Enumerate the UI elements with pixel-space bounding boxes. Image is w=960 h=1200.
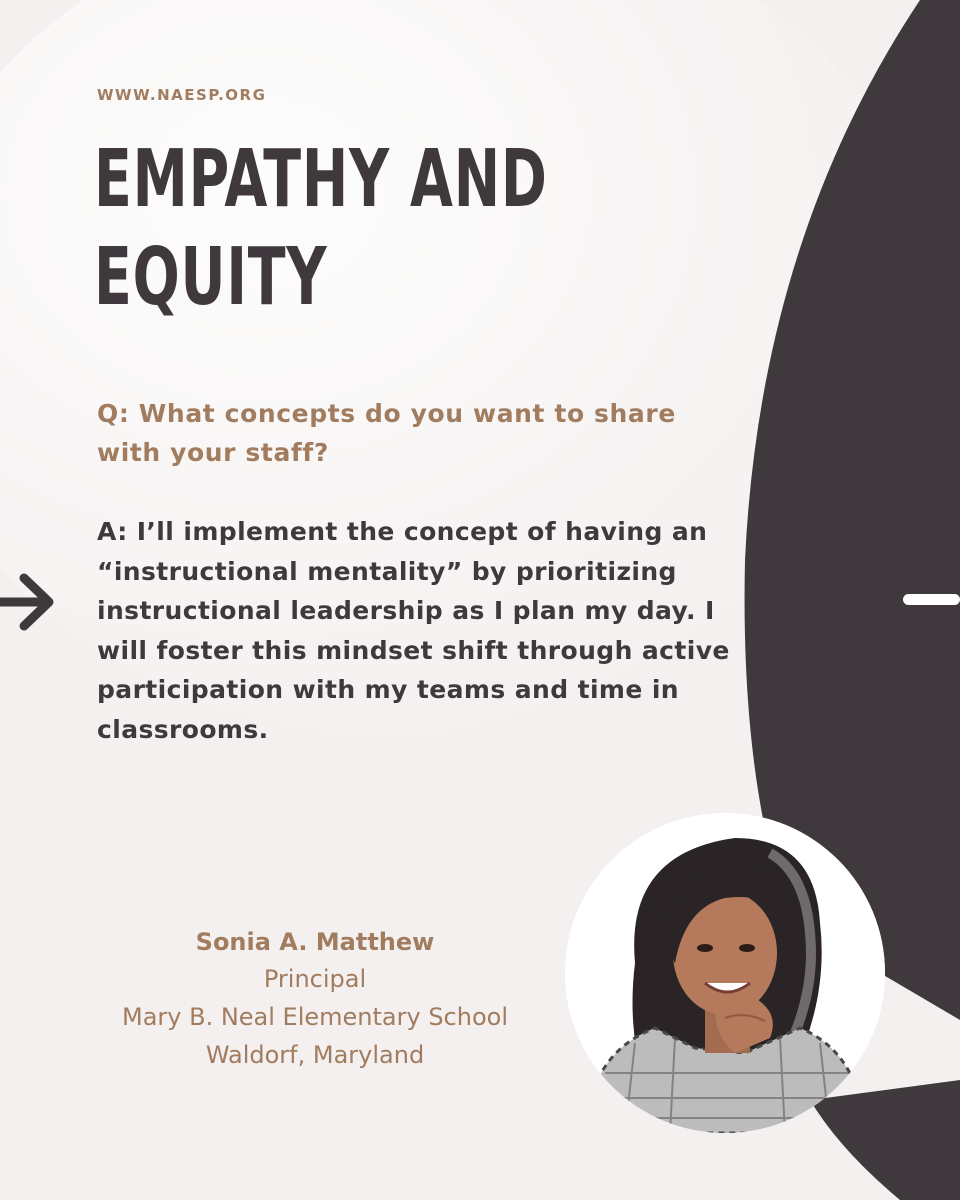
person-location: Waldorf, Maryland [205, 1041, 425, 1069]
dash-icon[interactable] [903, 594, 960, 605]
avatar [565, 813, 885, 1133]
interview-question: Q: What concepts do you want to share with your staff? [97, 399, 676, 467]
arrow-right-icon[interactable] [0, 570, 60, 634]
person-credit [80, 924, 550, 1074]
person-school: Mary B. Neal Elementary School [121, 1003, 508, 1031]
portrait-illustration [565, 813, 885, 1133]
headline-line-1: EMPATHY AND [94, 133, 548, 225]
headline-line-2: EQUITY [94, 231, 328, 323]
page-title [94, 130, 562, 326]
interview-answer: A: I’ll implement the concept of having an “instructional mentality” by prioritizing instructional leadership as I plan my day. I will foster this mindset shift through active participation with my teams and time in classrooms. [97, 517, 730, 744]
site-url[interactable]: WWW.NAESP.ORG [97, 86, 267, 104]
person-title: Principal [263, 965, 367, 993]
person-name: Sonia A. Matthew [195, 928, 435, 956]
